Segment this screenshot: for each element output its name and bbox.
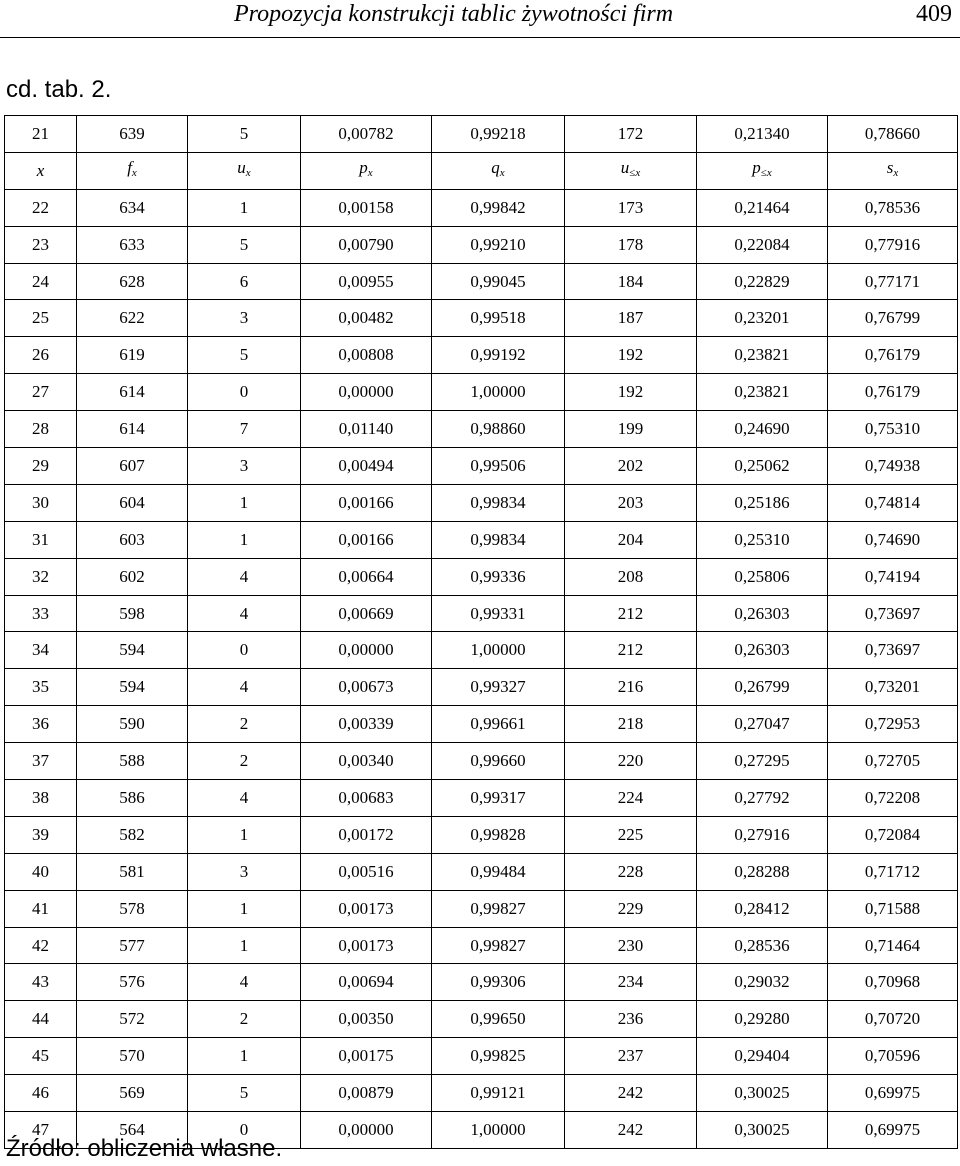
table-cell: 21 <box>5 116 77 153</box>
table-cell: 3 <box>188 300 301 337</box>
table-cell: 0,99218 <box>432 116 565 153</box>
table-cell: 5 <box>188 226 301 263</box>
table-row <box>5 964 958 1001</box>
table-row <box>5 521 958 558</box>
table-cell: 0,00694 <box>301 964 432 1001</box>
table-cell: 639 <box>77 116 188 153</box>
table-row <box>5 1001 958 1038</box>
table-row <box>5 1075 958 1112</box>
table-cell: 0,69975 <box>828 1075 958 1112</box>
table-cell: 1,00000 <box>432 1112 565 1149</box>
table-row <box>5 927 958 964</box>
table-cell: 577 <box>77 927 188 964</box>
table-cell: 0,00350 <box>301 1001 432 1038</box>
table-cell: 0,99842 <box>432 189 565 226</box>
table-cell: 23 <box>5 226 77 263</box>
table-cell: 607 <box>77 448 188 485</box>
table-cell: 0,00175 <box>301 1038 432 1075</box>
table-cell: 172 <box>565 116 697 153</box>
table-cell: 0,26799 <box>697 669 828 706</box>
table-cell: 0,99045 <box>432 263 565 300</box>
table-cell: 0,99336 <box>432 558 565 595</box>
table-cell: 0,23821 <box>697 374 828 411</box>
table-cell: 25 <box>5 300 77 337</box>
table-cell: 0,76179 <box>828 374 958 411</box>
table-cell: 47 <box>5 1112 77 1149</box>
table-row <box>5 890 958 927</box>
table-cell: 0,26303 <box>697 632 828 669</box>
table-cell: 0,99506 <box>432 448 565 485</box>
table-cell: 0,72208 <box>828 780 958 817</box>
table-cell: 234 <box>565 964 697 1001</box>
life-table <box>4 115 958 1149</box>
table-cell: 0,30025 <box>697 1075 828 1112</box>
table-cell: 0,73697 <box>828 595 958 632</box>
column-header <box>432 152 565 189</box>
table-cell: 187 <box>565 300 697 337</box>
column-header-symbol: f <box>127 158 132 178</box>
table-cell: 0,00955 <box>301 263 432 300</box>
table-cell: 1 <box>188 816 301 853</box>
table-cell: 41 <box>5 890 77 927</box>
table-cell: 34 <box>5 632 77 669</box>
table-row <box>5 816 958 853</box>
table-cell: 192 <box>565 337 697 374</box>
table-cell: 582 <box>77 816 188 853</box>
table-cell: 30 <box>5 484 77 521</box>
table-cell: 0,75310 <box>828 411 958 448</box>
table-cell: 0,99317 <box>432 780 565 817</box>
column-header-subscript: x <box>499 167 505 180</box>
table-cell: 604 <box>77 484 188 521</box>
table-cell: 0,25310 <box>697 521 828 558</box>
table-cell: 45 <box>5 1038 77 1075</box>
table-cell: 0,99827 <box>432 890 565 927</box>
table-cell: 0,00494 <box>301 448 432 485</box>
table-cell: 32 <box>5 558 77 595</box>
table-cell: 236 <box>565 1001 697 1038</box>
table-cell: 43 <box>5 964 77 1001</box>
table-body <box>5 116 958 1149</box>
table-cell: 0,74938 <box>828 448 958 485</box>
page-header <box>0 0 960 38</box>
table-cell: 0,99327 <box>432 669 565 706</box>
table-cell: 0,76799 <box>828 300 958 337</box>
table-cell: 0,99210 <box>432 226 565 263</box>
table-cell: 42 <box>5 927 77 964</box>
table-cell: 0,24690 <box>697 411 828 448</box>
table-cell: 242 <box>565 1112 697 1149</box>
table-cell: 0,29280 <box>697 1001 828 1038</box>
table-cell: 39 <box>5 816 77 853</box>
column-header-symbol: u <box>620 158 630 178</box>
column-header-subscript: x <box>131 167 137 180</box>
table-cell: 0,71712 <box>828 853 958 890</box>
table-row <box>5 595 958 632</box>
table-cell: 0,99827 <box>432 927 565 964</box>
table-cell: 224 <box>565 780 697 817</box>
table-cell: 192 <box>565 374 697 411</box>
table-cell: 570 <box>77 1038 188 1075</box>
column-header-subscript: ≤x <box>760 167 772 180</box>
table-row <box>5 706 958 743</box>
table-cell: 5 <box>188 1075 301 1112</box>
table-cell: 212 <box>565 632 697 669</box>
table-cell: 0,29404 <box>697 1038 828 1075</box>
table-cell: 0,76179 <box>828 337 958 374</box>
table-cell: 602 <box>77 558 188 595</box>
table-cell: 1 <box>188 189 301 226</box>
table-row <box>5 484 958 521</box>
table-cell: 4 <box>188 595 301 632</box>
table-cell: 33 <box>5 595 77 632</box>
table-cell: 7 <box>188 411 301 448</box>
table-cell: 2 <box>188 743 301 780</box>
table-cell: 203 <box>565 484 697 521</box>
table-cell: 1 <box>188 1038 301 1075</box>
table-cell: 0,27916 <box>697 816 828 853</box>
table-cell: 199 <box>565 411 697 448</box>
table-cell: 0,28412 <box>697 890 828 927</box>
table-cell: 603 <box>77 521 188 558</box>
table-cell: 576 <box>77 964 188 1001</box>
table-cell: 0,00172 <box>301 816 432 853</box>
table-cell: 46 <box>5 1075 77 1112</box>
table-cell: 26 <box>5 337 77 374</box>
table-cell: 0,26303 <box>697 595 828 632</box>
table-cell: 0,74690 <box>828 521 958 558</box>
table-cell: 0,99121 <box>432 1075 565 1112</box>
table-cell: 37 <box>5 743 77 780</box>
table-row <box>5 411 958 448</box>
table-cell: 0,99828 <box>432 816 565 853</box>
table-cell: 4 <box>188 780 301 817</box>
table-cell: 1 <box>188 521 301 558</box>
table-cell: 594 <box>77 632 188 669</box>
table-cell: 0,25186 <box>697 484 828 521</box>
column-header-symbol: q <box>491 158 500 178</box>
table-cell: 634 <box>77 189 188 226</box>
table-cell: 0,99834 <box>432 521 565 558</box>
table-cell: 0,99825 <box>432 1038 565 1075</box>
table-row <box>5 853 958 890</box>
table-cell: 1 <box>188 890 301 927</box>
table-cell: 4 <box>188 964 301 1001</box>
table-cell: 0,00339 <box>301 706 432 743</box>
table-cell: 0,00782 <box>301 116 432 153</box>
table-cell: 0,99484 <box>432 853 565 890</box>
table-cell: 581 <box>77 853 188 890</box>
table-cell: 0,70968 <box>828 964 958 1001</box>
table-cell: 0,27295 <box>697 743 828 780</box>
table-cell: 0,00166 <box>301 484 432 521</box>
table-cell: 216 <box>565 669 697 706</box>
table-cell: 0,22084 <box>697 226 828 263</box>
table-cell: 0,00683 <box>301 780 432 817</box>
table-cell: 0,00166 <box>301 521 432 558</box>
table-cell: 0,25062 <box>697 448 828 485</box>
table-cell: 204 <box>565 521 697 558</box>
table-cell: 0,99661 <box>432 706 565 743</box>
table-cell: 0,23201 <box>697 300 828 337</box>
table-cell: 0,00673 <box>301 669 432 706</box>
table-caption: cd. tab. 2. <box>6 76 112 103</box>
table-cell: 619 <box>77 337 188 374</box>
table-cell: 0,72084 <box>828 816 958 853</box>
table-cell: 622 <box>77 300 188 337</box>
table-cell: 614 <box>77 374 188 411</box>
table-cell: 44 <box>5 1001 77 1038</box>
table-cell: 242 <box>565 1075 697 1112</box>
table-row <box>5 263 958 300</box>
table-cell: 0 <box>188 374 301 411</box>
table-row <box>5 226 958 263</box>
table-row <box>5 300 958 337</box>
table-cell: 36 <box>5 706 77 743</box>
table-cell: 218 <box>565 706 697 743</box>
table-cell: 0,77916 <box>828 226 958 263</box>
table-cell: 0,30025 <box>697 1112 828 1149</box>
table-cell: 0,00158 <box>301 189 432 226</box>
table-cell: 230 <box>565 927 697 964</box>
table-cell: 0,00173 <box>301 927 432 964</box>
table-cell: 0,99518 <box>432 300 565 337</box>
table-cell: 0,27047 <box>697 706 828 743</box>
table-cell: 0,72705 <box>828 743 958 780</box>
table-cell: 28 <box>5 411 77 448</box>
table-cell: 588 <box>77 743 188 780</box>
table-cell: 0,69975 <box>828 1112 958 1149</box>
table-row <box>5 780 958 817</box>
table-cell: 2 <box>188 706 301 743</box>
table-cell: 35 <box>5 669 77 706</box>
column-header-symbol: s <box>886 158 894 178</box>
table-cell: 0,01140 <box>301 411 432 448</box>
table-cell: 578 <box>77 890 188 927</box>
table-row <box>5 1038 958 1075</box>
table-cell: 178 <box>565 226 697 263</box>
table-cell: 229 <box>565 890 697 927</box>
table-cell: 38 <box>5 780 77 817</box>
column-header <box>77 152 188 189</box>
table-cell: 208 <box>565 558 697 595</box>
column-header-symbol: p <box>752 158 761 178</box>
table-cell: 0,74194 <box>828 558 958 595</box>
table-header-row <box>5 152 958 189</box>
table-cell: 0,00000 <box>301 632 432 669</box>
table-cell: 184 <box>565 263 697 300</box>
table-cell: 4 <box>188 669 301 706</box>
table-cell: 0,71464 <box>828 927 958 964</box>
table-cell: 0,99331 <box>432 595 565 632</box>
table-cell: 24 <box>5 263 77 300</box>
table-cell: 1,00000 <box>432 374 565 411</box>
table-cell: 0,00879 <box>301 1075 432 1112</box>
table-cell: 0,99834 <box>432 484 565 521</box>
table-cell: 22 <box>5 189 77 226</box>
column-header-symbol: p <box>359 158 368 178</box>
column-header-subscript: x <box>893 167 899 180</box>
table-cell: 1 <box>188 484 301 521</box>
column-header-symbol: u <box>237 158 246 178</box>
table-cell: 0,21464 <box>697 189 828 226</box>
table-cell: 0,73201 <box>828 669 958 706</box>
table-cell: 0,27792 <box>697 780 828 817</box>
table-cell: 0,00340 <box>301 743 432 780</box>
table-row <box>5 448 958 485</box>
table-row <box>5 743 958 780</box>
table-cell: 0,00000 <box>301 374 432 411</box>
table-cell: 2 <box>188 1001 301 1038</box>
table-row <box>5 374 958 411</box>
table-cell: 225 <box>565 816 697 853</box>
table-cell: 0,99192 <box>432 337 565 374</box>
table-cell: 0,99650 <box>432 1001 565 1038</box>
table-cell: 0,70720 <box>828 1001 958 1038</box>
table-cell: 0,00173 <box>301 890 432 927</box>
table-cell: 0,99306 <box>432 964 565 1001</box>
table-cell: 0,74814 <box>828 484 958 521</box>
column-header-subscript: x <box>367 167 373 180</box>
table-cell: 0,77171 <box>828 263 958 300</box>
table-cell: 628 <box>77 263 188 300</box>
table-cell: 0,70596 <box>828 1038 958 1075</box>
table-cell: 590 <box>77 706 188 743</box>
table-cell: 0,71588 <box>828 890 958 927</box>
column-header-subscript: ≤x <box>629 167 641 180</box>
table-cell: 6 <box>188 263 301 300</box>
table-cell: 0,22829 <box>697 263 828 300</box>
table-cell: 4 <box>188 558 301 595</box>
table-row <box>5 632 958 669</box>
table-cell: 0 <box>188 1112 301 1149</box>
table-cell: 594 <box>77 669 188 706</box>
table-cell: 0,21340 <box>697 116 828 153</box>
table-row <box>5 558 958 595</box>
table-cell: 5 <box>188 337 301 374</box>
column-header <box>188 152 301 189</box>
source-note: Źródło: obliczenia własne. <box>6 1135 283 1162</box>
column-header <box>5 152 77 189</box>
table-cell: 31 <box>5 521 77 558</box>
column-header <box>565 152 697 189</box>
running-title: Propozycja konstrukcji tablic żywotności firm <box>234 1 674 27</box>
table-cell: 614 <box>77 411 188 448</box>
table-cell: 237 <box>565 1038 697 1075</box>
table-cell: 1 <box>188 927 301 964</box>
table-cell: 40 <box>5 853 77 890</box>
table-cell: 3 <box>188 448 301 485</box>
column-header <box>697 152 828 189</box>
table-row <box>5 669 958 706</box>
table-cell: 220 <box>565 743 697 780</box>
table-cell: 0,78536 <box>828 189 958 226</box>
table-cell: 0,73697 <box>828 632 958 669</box>
table-cell: 29 <box>5 448 77 485</box>
table-cell: 27 <box>5 374 77 411</box>
table-cell: 564 <box>77 1112 188 1149</box>
table-row-continued <box>5 116 958 153</box>
table-cell: 202 <box>565 448 697 485</box>
column-header <box>828 152 958 189</box>
table-cell: 633 <box>77 226 188 263</box>
table-cell: 0,00516 <box>301 853 432 890</box>
table-cell: 0,00808 <box>301 337 432 374</box>
table-cell: 0,00000 <box>301 1112 432 1149</box>
page-number: 409 <box>916 1 952 27</box>
column-header-symbol: x <box>36 160 45 180</box>
table-cell: 0,99660 <box>432 743 565 780</box>
table-cell: 0,78660 <box>828 116 958 153</box>
table-cell: 0,00482 <box>301 300 432 337</box>
table-cell: 0,00664 <box>301 558 432 595</box>
table-cell: 0,98860 <box>432 411 565 448</box>
table-cell: 0,25806 <box>697 558 828 595</box>
table-cell: 173 <box>565 189 697 226</box>
table-cell: 0,72953 <box>828 706 958 743</box>
table-cell: 1,00000 <box>432 632 565 669</box>
table-cell: 0,23821 <box>697 337 828 374</box>
column-header <box>301 152 432 189</box>
table-cell: 0,29032 <box>697 964 828 1001</box>
table-cell: 3 <box>188 853 301 890</box>
table-cell: 0,28288 <box>697 853 828 890</box>
table-cell: 228 <box>565 853 697 890</box>
table-cell: 586 <box>77 780 188 817</box>
table-cell: 0 <box>188 632 301 669</box>
table-cell: 572 <box>77 1001 188 1038</box>
table-cell: 212 <box>565 595 697 632</box>
table-cell: 5 <box>188 116 301 153</box>
table-row <box>5 337 958 374</box>
table-cell: 0,00790 <box>301 226 432 263</box>
table-cell: 569 <box>77 1075 188 1112</box>
table-cell: 0,28536 <box>697 927 828 964</box>
table-cell: 598 <box>77 595 188 632</box>
table-cell: 0,00669 <box>301 595 432 632</box>
column-header-subscript: x <box>245 167 251 180</box>
table-row <box>5 189 958 226</box>
